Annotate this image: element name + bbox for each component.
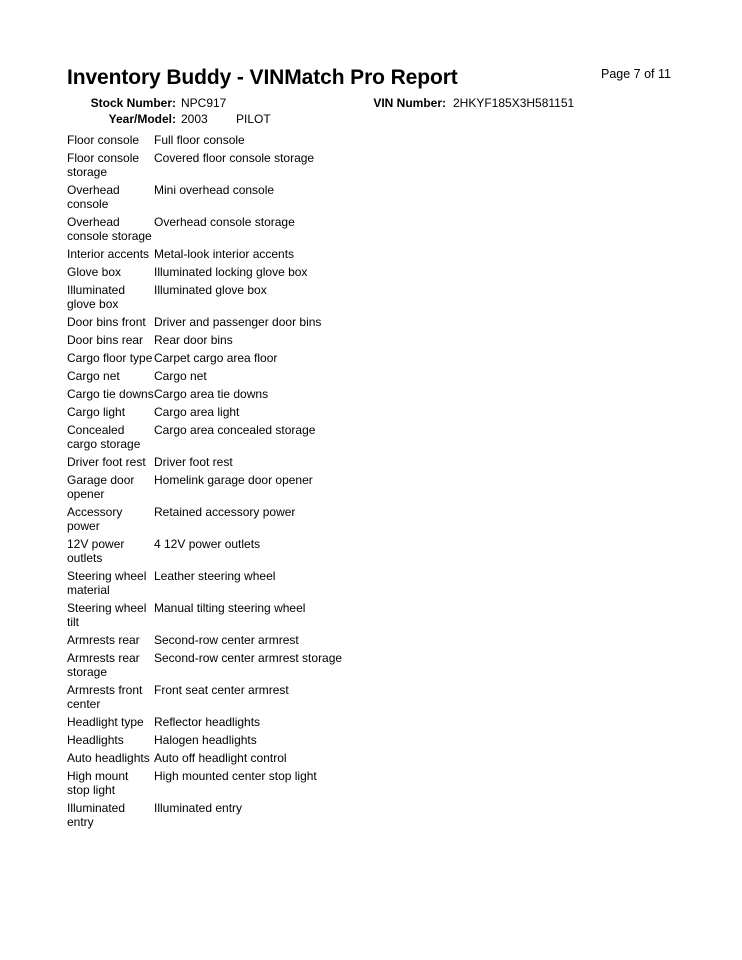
- feature-value: Front seat center armrest: [154, 683, 289, 697]
- feature-label: Headlights: [67, 733, 124, 747]
- feature-label: Overhead console: [67, 183, 120, 211]
- feature-value: Full floor console: [154, 133, 245, 147]
- report-title: Inventory Buddy - VINMatch Pro Report: [67, 66, 458, 89]
- feature-value: Cargo area light: [154, 405, 240, 419]
- feature-label: Armrests front center: [67, 683, 143, 711]
- feature-value: Second-row center armrest: [154, 633, 299, 647]
- feature-label: Overhead console storage: [67, 215, 152, 243]
- feature-label: Floor console storage: [67, 151, 140, 179]
- feature-label: Steering wheel material: [67, 569, 147, 597]
- feature-row: [67, 505, 367, 537]
- feature-row: [67, 633, 367, 651]
- feature-label: Concealed cargo storage: [67, 423, 141, 451]
- feature-value: Cargo area concealed storage: [154, 423, 316, 437]
- page-number: Page 7 of 11: [601, 67, 671, 81]
- feature-row: [67, 569, 367, 601]
- stock-number-value: NPC917: [181, 96, 227, 110]
- feature-row: [67, 183, 367, 215]
- year-model-label: Year/Model:: [108, 112, 176, 126]
- feature-label: Armrests rear storage: [67, 651, 140, 679]
- feature-label: High mount stop light: [67, 769, 129, 797]
- feature-value: Second-row center armrest storage: [154, 651, 343, 665]
- feature-row: [67, 423, 367, 455]
- feature-label: Glove box: [67, 265, 122, 279]
- feature-row: [67, 537, 367, 569]
- feature-label: Garage door opener: [67, 473, 135, 501]
- feature-row: [67, 455, 367, 473]
- feature-value: Auto off headlight control: [154, 751, 287, 765]
- feature-label: Accessory power: [67, 505, 123, 533]
- feature-row: [67, 265, 367, 283]
- features-body: [67, 133, 367, 833]
- feature-label: 12V power outlets: [67, 537, 125, 565]
- feature-label: Interior accents: [67, 247, 150, 261]
- feature-row: [67, 769, 367, 801]
- feature-value: Cargo area tie downs: [154, 387, 269, 401]
- vin-number-value: 2HKYF185X3H581151: [453, 96, 575, 110]
- feature-row: [67, 801, 367, 833]
- feature-label: Armrests rear: [67, 633, 140, 647]
- feature-row: [67, 405, 367, 423]
- feature-value: Homelink garage door opener: [154, 473, 313, 487]
- model-value: PILOT: [236, 112, 271, 126]
- feature-row: [67, 283, 367, 315]
- feature-value: Overhead console storage: [154, 215, 295, 229]
- feature-value: 4 12V power outlets: [154, 537, 261, 551]
- feature-value: Reflector headlights: [154, 715, 261, 729]
- feature-value: Illuminated glove box: [154, 283, 267, 297]
- feature-label: Headlight type: [67, 715, 144, 729]
- feature-row: [67, 733, 367, 751]
- feature-value: Carpet cargo area floor: [154, 351, 278, 365]
- feature-label: Cargo floor type: [67, 351, 153, 365]
- year-value: 2003: [181, 112, 208, 126]
- feature-label: Illuminated entry: [67, 801, 126, 829]
- stock-number-label: Stock Number:: [90, 96, 176, 110]
- feature-value: Driver foot rest: [154, 455, 233, 469]
- feature-label: Floor console: [67, 133, 140, 147]
- feature-label: Cargo tie downs: [67, 387, 154, 401]
- feature-row: [67, 133, 367, 151]
- feature-label: Steering wheel tilt: [67, 601, 147, 629]
- vin-number-label: VIN Number:: [373, 96, 446, 110]
- feature-row: [67, 683, 367, 715]
- feature-row: [67, 369, 367, 387]
- feature-value: Halogen headlights: [154, 733, 257, 747]
- feature-label: Driver foot rest: [67, 455, 146, 469]
- feature-value: Mini overhead console: [154, 183, 275, 197]
- feature-label: Illuminated glove box: [67, 283, 126, 311]
- feature-value: Manual tilting steering wheel: [154, 601, 306, 615]
- feature-value: Illuminated entry: [154, 801, 243, 815]
- feature-row: [67, 333, 367, 351]
- feature-value: Illuminated locking glove box: [154, 265, 308, 279]
- feature-row: [67, 473, 367, 505]
- feature-row: [67, 247, 367, 265]
- feature-value: Retained accessory power: [154, 505, 296, 519]
- year-model-row: [0, 112, 742, 128]
- feature-row: [67, 601, 367, 633]
- feature-label: Cargo light: [67, 405, 126, 419]
- feature-value: Cargo net: [154, 369, 207, 383]
- feature-row: [67, 651, 367, 683]
- feature-value: Metal-look interior accents: [154, 247, 295, 261]
- feature-row: [67, 215, 367, 247]
- feature-value: Covered floor console storage: [154, 151, 315, 165]
- feature-row: [67, 315, 367, 333]
- feature-value: Rear door bins: [154, 333, 233, 347]
- feature-value: Driver and passenger door bins: [154, 315, 322, 329]
- feature-value: High mounted center stop light: [154, 769, 317, 783]
- feature-row: [67, 151, 367, 183]
- feature-row: [67, 715, 367, 733]
- feature-value: Leather steering wheel: [154, 569, 276, 583]
- features-table: [67, 133, 367, 833]
- feature-label: Door bins front: [67, 315, 146, 329]
- feature-row: [67, 351, 367, 369]
- stock-number-row: [0, 96, 742, 112]
- feature-row: [67, 387, 367, 405]
- feature-label: Auto headlights: [67, 751, 150, 765]
- feature-label: Door bins rear: [67, 333, 144, 347]
- feature-row: [67, 751, 367, 769]
- feature-label: Cargo net: [67, 369, 120, 383]
